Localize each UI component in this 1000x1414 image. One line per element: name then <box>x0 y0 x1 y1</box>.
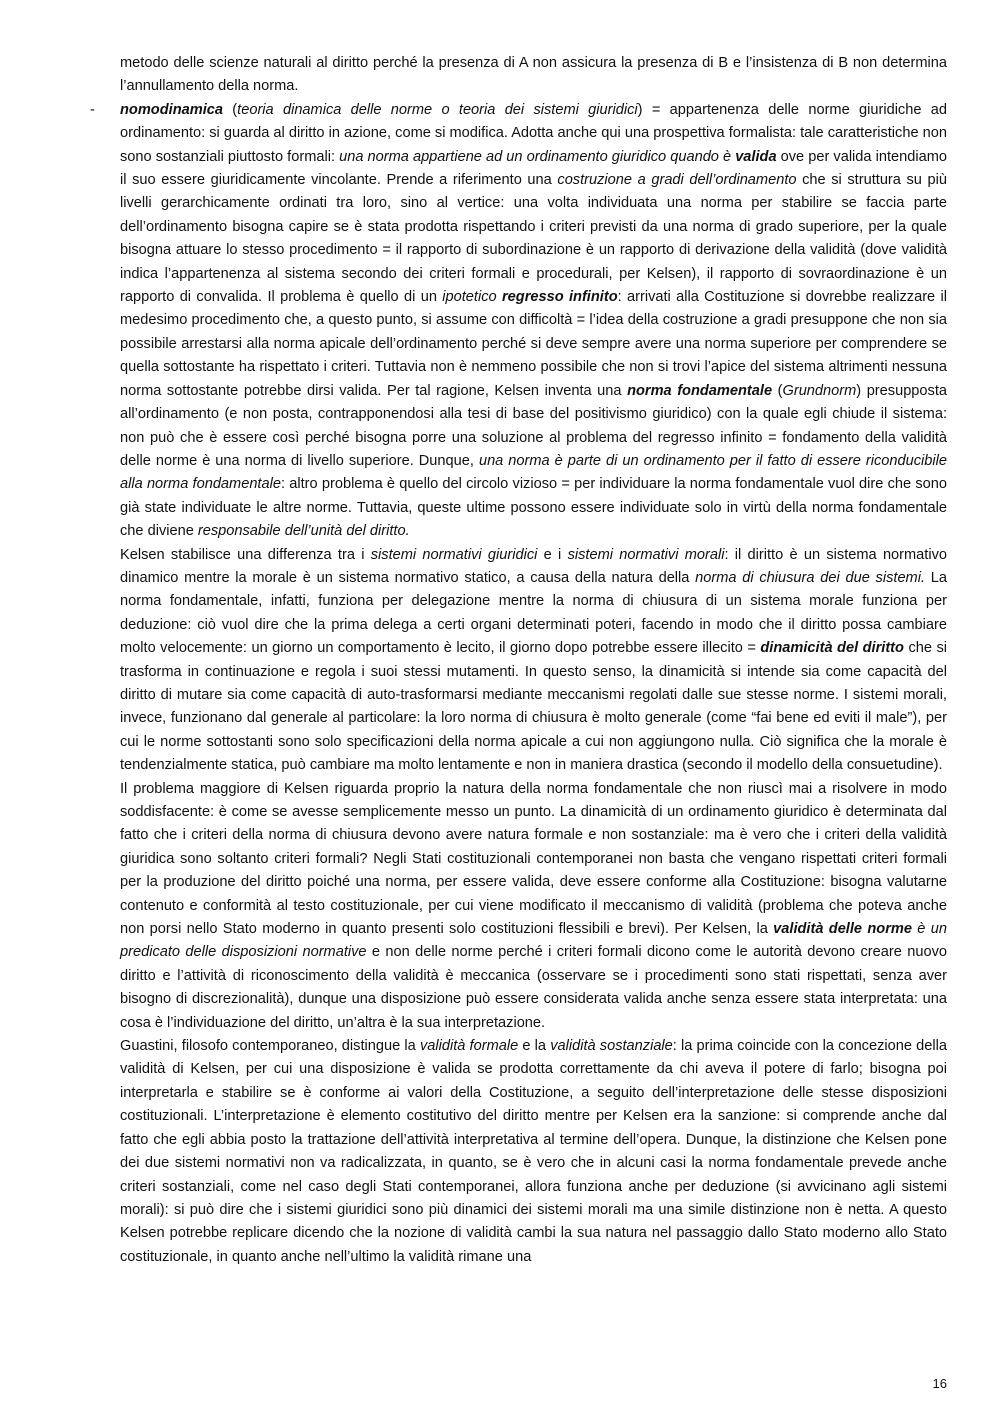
term-valida: valida <box>735 148 777 165</box>
text-run: teoria dinamica delle norme o teoria dei sistemi giuridici <box>237 101 638 118</box>
text-run: che si trasforma in continuazione e regola i suoi stessi mutamenti. In questo senso, la dinamicità si intende sia come capacità del diritto di mutare sia come capacità di auto-trasformarsi mediante meccanismi regolati dalle sue stesse norme. I sistemi morali, invece, funzionano dal generale al particolare: la loro norma di chiusura è molto generale (come “fai bene ed eviti il male”), per cui le norme sottostanti sono solo specificazioni della norma apicale a cui non aggiungono nulla. Ciò significa che la morale è tendenzialmente statica, può cambiare ma molto lentamente e non in maniera drastica (secondo il modello della consuetudine). <box>120 640 948 774</box>
text-run: Guastini, filosofo contemporaneo, distingue la <box>120 1038 420 1055</box>
text-run: ) = appartenenza delle norme giuridiche ad ordinamento: si guarda al diritto in azione, come si modifica. Adotta anche qui una prospettiva formalista: tale caratteristiche non sono sostanziali piuttosto formali: <box>120 101 947 165</box>
text-run: ( <box>222 101 238 118</box>
text-run: Il problema maggiore di Kelsen riguarda proprio la natura della norma fondamentale che non riuscì mai a risolvere in modo soddisfacente: è come se avesse semplicemente messo un punto. La dinamicità di un ordinamento giuridico è determinata dal fatto che i criteri della norma di chiusura devono avere natura formale e non sostanziale: ma è vero che i criteri della validità giuridica sono soltanto criteri formali? Negli Stati costituzionali contemporanei non basta che vengano rispettati criteri formali per la produzione del diritto poiché una norma, per essere valida, deve essere conforme alla Costituzione: bisogna valutarne contenuto e conformità al testo costituzionale, per cui viene modificato il meccanismo di validità (problema che poteva anche non porsi nello Stato moderno in quanto presenti solo costituzioni flessibili e brevi). Per Kelsen, la <box>120 780 947 938</box>
text-run: validità formale <box>419 1038 519 1055</box>
text-run: norma di chiusura dei due sistemi. <box>695 569 926 586</box>
term-nomodinamica: nomodinamica <box>120 101 223 118</box>
term-norma-fondamentale: norma fondamentale <box>627 382 773 399</box>
text-run: una norma è parte di un ordinamento per il fatto di essere riconducibile alla norma fondamentale <box>120 452 947 493</box>
text-run: sistemi normativi giuridici <box>370 546 538 563</box>
text-run: costruzione a gradi dell’ordinamento <box>557 172 797 189</box>
text-run: validità sostanziale <box>550 1038 673 1055</box>
text-run: ) presupposta all’ordinamento (e non posta, contrapponendosi alla tesi di base del positivismo giuridico) con la quale egli chiude il sistema: non può che è essere così perché bisogna porre una soluzione al problema del regresso infinito = fondamento della validità delle norme è una norma di livello superiore. Dunque, <box>120 382 948 469</box>
paragraph-guastini <box>120 1035 947 1269</box>
bullet-dash: - <box>90 101 95 118</box>
text-run: è un predicato delle disposizioni normative <box>120 921 947 961</box>
term-grundnorm: Grundnorm <box>782 382 857 399</box>
text-run: sistemi normativi morali <box>567 546 725 563</box>
term-validita-delle-norme: validità delle norme <box>773 921 912 938</box>
term-dinamicita-del-diritto: dinamicità del diritto <box>760 640 904 657</box>
page-number: 16 <box>932 1376 947 1391</box>
text-run: : altro problema è quello del circolo vizioso = per individuare la norma fondamentale vuol dire che sono già state individuate le altre norme. Tuttavia, queste ultime possono essere individuate solo in virtù della norma fondamentale che diviene <box>120 476 947 540</box>
paragraph-intro <box>120 52 947 99</box>
paragraph-sistemi-normativi <box>120 544 947 778</box>
text-run: che si struttura su più livelli gerarchicamente ordinati tra loro, sino al vertice: una volta individuata una norma per stabilire se faccia parte dell’ordinamento bisogna capire se è stata prodotta rispettando i criteri previsti da una norma di grado superiore, per la quale bisogna attuare lo stesso procedimento = il rapporto di subordinazione è un rapporto di derivazione della validità (dove validità indica l’appartenenza al sistema secondo dei criteri formali e procedurali, per Kelsen), il rapporto di sovraordinazione è un rapporto di convalida. Il problema è quello di un <box>120 172 948 306</box>
bullet-nomodinamica <box>90 99 948 544</box>
text-run: La norma fondamentale, infatti, funziona per delegazione mentre la norma di chiusura di un sistema morale funziona per deduzione: ciò vuol dire che la prima delega a certi organi determinati poteri, facendo in modo che il diritto possa cambiare molto velocemente: un giorno un comportamento è lecito, il giorno dopo potrebbe essere illecito = <box>120 569 947 657</box>
text-run: una norma appartiene ad un ordinamento giuridico quando è <box>339 148 736 165</box>
term-regresso-infinito: regresso infinito <box>501 289 618 306</box>
text-run: : il diritto è un sistema normativo dinamico mentre la morale è un sistema normativo statico, a causa della natura della <box>120 546 948 586</box>
text-run: : arrivati alla Costituzione si dovrebbe realizzare il medesimo procedimento che, a questo punto, si assume con difficoltà = l’idea della costruzione a gradi presuppone che non sia possibile arrestarsi alla norma apicale dell’ordinamento perché si deve sempre avere una norma superiore per comprendere se quella sottostante ha rispettato i criteri. Tuttavia non è nemmeno possibile che non si trovi l’apice del sistema altrimenti nessuna norma sottostante potrebbe dirsi valida. Per tal ragione, Kelsen inventa una <box>120 289 947 399</box>
text-run: ( <box>772 382 783 399</box>
text-run: e la <box>518 1038 551 1055</box>
text-run: Kelsen stabilisce una differenza tra i <box>120 546 371 563</box>
text-run: responsabile dell’unità del diritto. <box>197 523 410 540</box>
text-run: ove per valida intendiamo il suo essere giuridicamente vincolante. Prende a riferimento una <box>120 148 947 189</box>
text-run: e non delle norme perché i criteri formali dicono come le autorità devono creare nuovo diritto e l’attività di riconoscimento della validità è meccanica (osservare se i procedimenti sono stati rispettati, senza aver bisogno di discrezionalità), dunque una disposizione può essere considerata valida anche senza essere stata interpretata: una cosa è l’individuazione del diritto, un’altra è la sua interpretazione. <box>120 944 947 1031</box>
text-run: ipotetico <box>442 289 502 306</box>
paragraph-problema-kelsen <box>120 778 947 1035</box>
document-body <box>90 52 948 1269</box>
text-run: metodo delle scienze naturali al diritto perché la presenza di A non assicura la presenza di B e l’insistenza di B non determina l’annullamento della norma. <box>120 55 947 95</box>
text-run: e i <box>537 546 568 563</box>
text-run: : la prima coincide con la concezione della validità di Kelsen, per cui una disposizione è valida se prodotta correttamente da chi aveva il potere di farlo; bisogna poi interpretarla e stabilire se è conforme ai valori della Costituzione, a seguito dell’interpretazione delle stesse disposizioni costituzionali. L’interpretazione è elemento costitutivo del diritto mentre per Kelsen era la sanzione: si comprende anche dal fatto che egli abbia posto la trattazione dell’attività interpretativa al termine dell’opera. Dunque, la distinzione che Kelsen pone dei due sistemi normativi non va radicalizzata, in quanto, se è vero che in alcuni casi la norma fondamentale prevede anche criteri sostanziali, come nel caso degli Stati contemporanei, allora funziona anche per deduzione (si avvicinano agli sistemi morali): si può dire che i sistemi giuridici sono più dinamici dei sistemi morali ma una simile distinzione non è netta. A questo Kelsen potrebbe replicare dicendo che la nozione di validità cambi la sua natura nel passaggio dallo Stato moderno allo Stato costituzionale, in quanto anche nell’ultimo la validità rimane una <box>120 1038 947 1265</box>
